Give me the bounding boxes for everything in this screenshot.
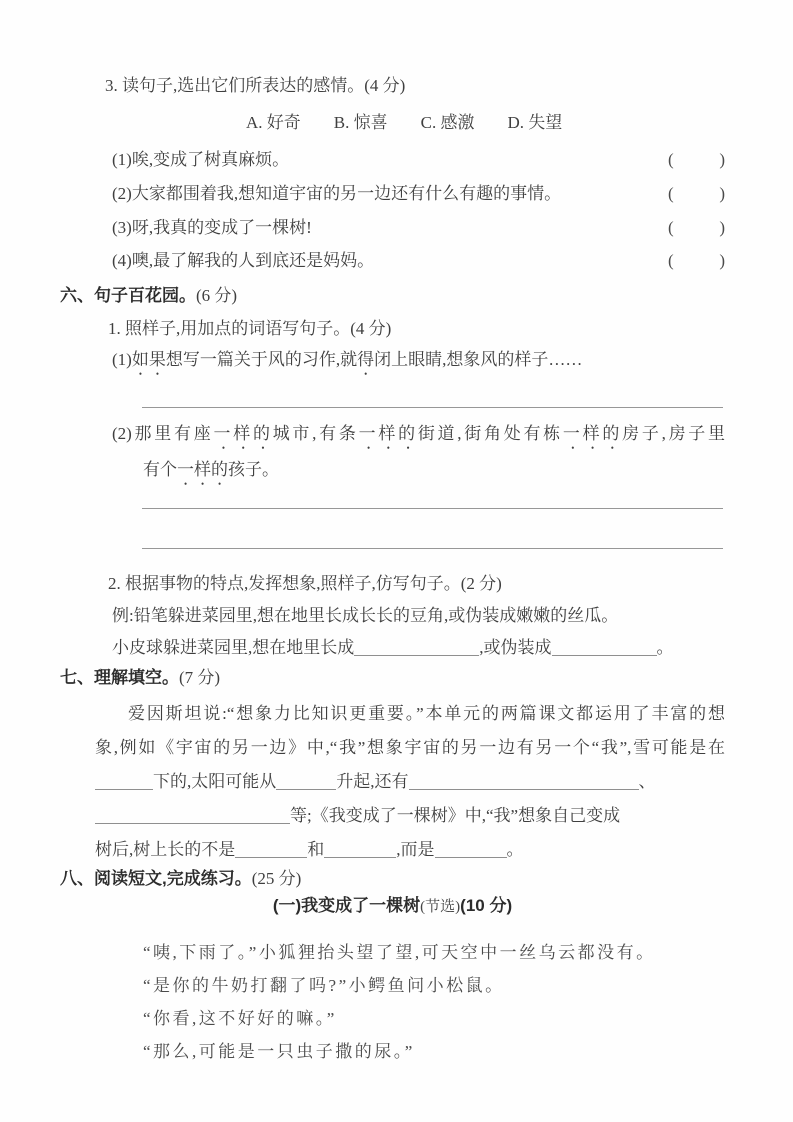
passage-line: “你看,这不好好的嘛。” (143, 1009, 337, 1028)
section-8-title: 八、阅读短文,完成练习。 (60, 869, 252, 888)
paragraph-line (95, 765, 725, 799)
sentence-part: 。 (656, 638, 674, 657)
sentence-part: 小皮球躲进菜园里,想在地里长成 (112, 638, 355, 657)
q3-item-4-text: (4)噢,最了解我的人到底还是妈妈。 (112, 251, 375, 270)
bracket-open: ( (668, 251, 674, 270)
answer-line (142, 407, 723, 408)
sentence-part: 房子,房子里 (622, 424, 726, 443)
section-6-title: 六、句子百花园。 (60, 286, 196, 305)
q3-options-row (246, 111, 725, 135)
bracket-open: ( (668, 184, 674, 203)
fill-blank (409, 775, 639, 790)
sentence-part: 。 (506, 840, 524, 859)
sentence-part: ,而是 (396, 840, 435, 859)
q6-1-sentence-2-line1 (112, 417, 725, 453)
sentence-part: (2)那里有座 (112, 424, 214, 443)
emphasized-word: 得 (357, 350, 375, 369)
passage-line: “咦,下雨了。”小狐狸抬头望了望,可天空中一丝乌云都没有。 (143, 943, 656, 962)
sentence-part: ,或伪装成 (479, 638, 552, 657)
q6-2-example: 例:铅笔躲进菜园里,想在地里长成长长的豆角,或伪装成嫩嫩的丝瓜。 (112, 606, 619, 625)
q3-item-1 (112, 148, 725, 172)
paragraph-line (95, 799, 725, 833)
sentence-part: 下的,太阳可能从 (153, 772, 277, 791)
fill-blank (276, 775, 336, 790)
section-7-paragraph (95, 697, 725, 867)
fill-blank (324, 843, 396, 858)
answer-line (142, 548, 723, 549)
section-7-title: 七、理解填空。 (60, 668, 179, 687)
sentence-part: 和 (307, 840, 325, 859)
answer-brackets (668, 148, 725, 172)
answer-line (142, 508, 723, 509)
passage-title (60, 894, 725, 919)
q3-option-b: B. 惊喜 (333, 113, 388, 132)
q3-item-3 (112, 216, 725, 240)
q6-2-title: 2. 根据事物的特点,发挥想象,照样子,仿写句子。(2 分) (108, 574, 502, 593)
fill-blank (95, 775, 153, 790)
bracket-close: ) (719, 218, 725, 237)
q3-item-4 (112, 249, 725, 273)
paragraph-line: 爱因斯坦说:“想象力比知识更重要。”本单元的两篇课文都运用了丰富的想 (128, 704, 725, 723)
bracket-close: ) (719, 184, 725, 203)
q6-1-sentence-2-line2 (143, 453, 725, 489)
emphasized-word: 一样的 (358, 424, 418, 443)
passage-title-score: (10 分) (460, 896, 513, 915)
q3-item-1-text: (1)唉,变成了树真麻烦。 (112, 150, 290, 169)
q3-item-2-text: (2)大家都围着我,想知道宇宙的另一边还有什么有趣的事情。 (112, 184, 562, 203)
q3-option-a: A. 好奇 (246, 113, 301, 132)
section-7-score: (7 分) (179, 668, 221, 687)
bracket-close: ) (719, 251, 725, 270)
sentence-part: 孩子。 (228, 460, 279, 479)
q3-item-2 (112, 182, 725, 206)
fill-blank (235, 843, 307, 858)
sentence-part: 闭上眼睛,想象风的样子…… (374, 350, 583, 369)
paragraph-line: 象,例如《宇宙的另一边》中,“我”想象宇宙的另一边有另一个“我”,雪可能是在 (95, 738, 725, 757)
sentence-part: (1) (112, 350, 132, 369)
fill-blank (552, 641, 657, 656)
sentence-part: 城市,有条 (272, 424, 359, 443)
answer-brackets (668, 249, 725, 273)
q3-option-d: D. 失望 (507, 113, 563, 132)
passage-title-sub: (节选) (420, 899, 461, 915)
sentence-part: 想写一篇关于风的习作,就 (165, 350, 358, 369)
reading-passage (60, 936, 725, 1068)
q3-option-c: C. 感激 (420, 113, 475, 132)
emphasized-word: 一样的 (213, 424, 273, 443)
sentence-part: 街道,街角处有栋 (417, 424, 563, 443)
fill-blank (354, 641, 479, 656)
bracket-open: ( (668, 218, 674, 237)
fill-blank (435, 843, 507, 858)
section-6-score: (6 分) (196, 286, 238, 305)
answer-brackets (668, 216, 725, 240)
answer-brackets (668, 182, 725, 206)
sentence-part: 有个 (143, 460, 177, 479)
bracket-close: ) (719, 150, 725, 169)
passage-line: “是你的牛奶打翻了吗?”小鳄鱼问小松鼠。 (143, 976, 505, 995)
q6-1-title: 1. 照样子,用加点的词语写句子。(4 分) (108, 319, 392, 338)
q6-1-sentence-1 (112, 348, 725, 379)
emphasized-word: 一样的 (562, 424, 623, 443)
paragraph-line (95, 833, 725, 867)
passage-title-main: (一)我变成了一棵树 (272, 896, 421, 915)
section-6-header (60, 284, 725, 308)
emphasized-word: 如果 (131, 350, 166, 369)
q6-2-answer-sentence (112, 636, 725, 660)
sentence-part: 树后,树上长的不是 (95, 840, 236, 859)
sentence-part: 升起,还有 (336, 772, 409, 791)
sentence-part: 、 (638, 772, 656, 791)
q3-item-3-text: (3)呀,我真的变成了一棵树! (112, 218, 312, 237)
emphasized-word: 一样的 (177, 460, 228, 479)
passage-line: “那么,可能是一只虫子撒的尿。” (143, 1042, 415, 1061)
section-8-score: (25 分) (251, 869, 302, 888)
q3-title: 3. 读句子,选出它们所表达的感情。(4 分) (105, 76, 406, 95)
section-7-header (60, 666, 725, 690)
sentence-part: 等;《我变成了一棵树》中,“我”想象自己变成 (290, 806, 621, 825)
fill-blank (95, 809, 290, 824)
bracket-open: ( (668, 150, 674, 169)
section-8-header (60, 867, 725, 891)
